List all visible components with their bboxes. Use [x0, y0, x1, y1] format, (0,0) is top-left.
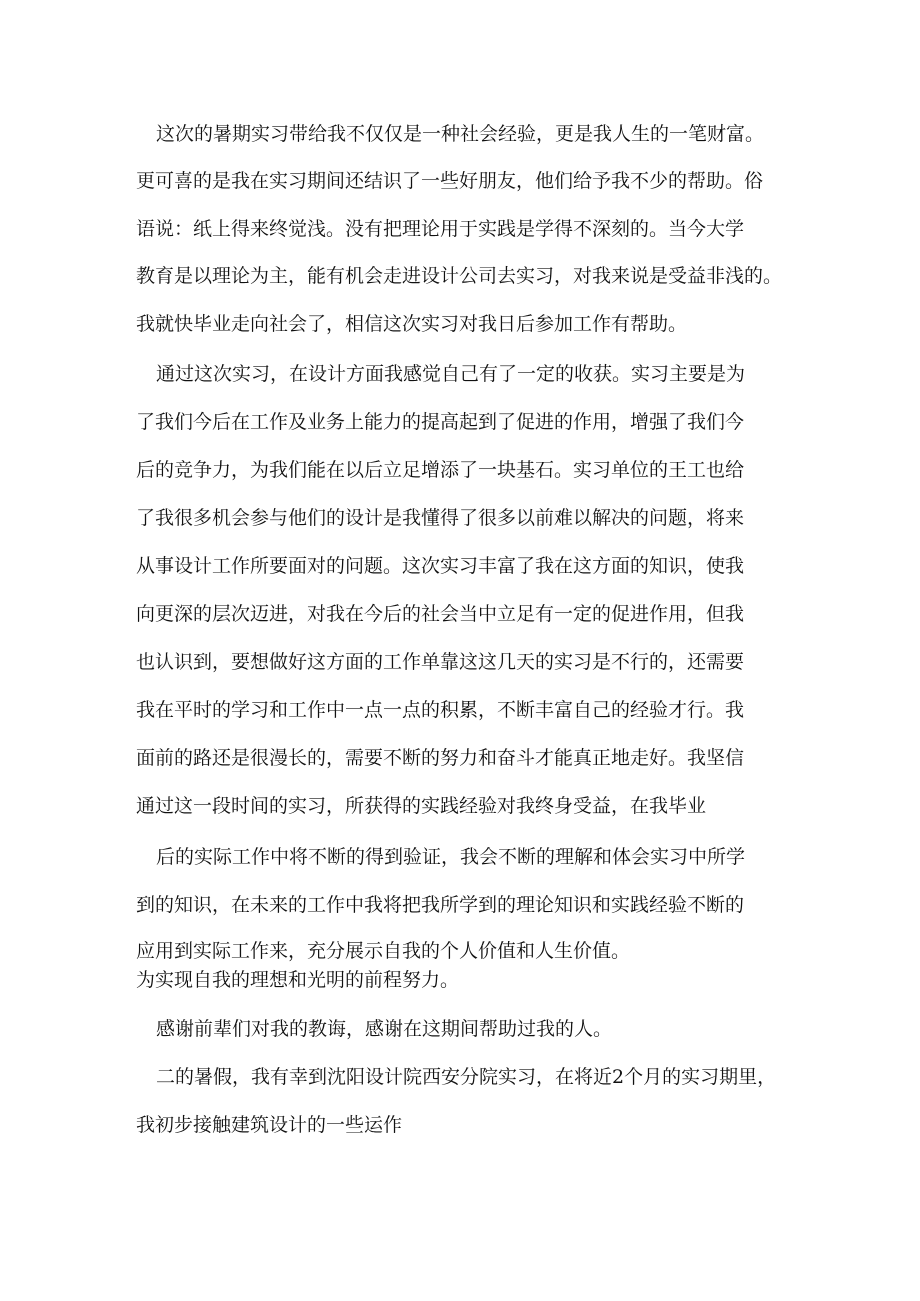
text-line: 通过这一段时间的实习，所获得的实践经验对我终身受益，在我毕业 — [136, 795, 707, 817]
text-line: 了我们今后在工作及业务上能力的提高起到了促进的作用，增强了我们今 — [136, 411, 745, 433]
text-line: 感谢前辈们对我的教诲，感谢在这期间帮助过我的人。 — [156, 1018, 613, 1040]
text-line: 了我很多机会参与他们的设计是我懂得了很多以前难以解决的问题，将来 — [136, 507, 745, 529]
text-line: 通过这次实习，在设计方面我感觉自己有了一定的收获。实习主要是为 — [156, 363, 746, 385]
text-line: 应用到实际工作来，充分展示自我的个人价值和人生价值。 — [136, 940, 631, 962]
text-line: 我在平时的学习和工作中一点一点的积累，不断丰富自己的经验才行。我 — [136, 699, 745, 721]
text-line: 后的竞争力，为我们能在以后立足增添了一块基石。实习单位的王工也给 — [136, 459, 745, 481]
text-line: 这次的暑期实习带给我不仅仅是一种社会经验，更是我人生的一笔财富。 — [156, 123, 765, 145]
text-line: 我就快毕业走向社会了，相信这次实习对我日后参加工作有帮助。 — [136, 313, 688, 335]
text-line: 教育是以理论为主，能有机会走进设计公司去实习，对我来说是受益非浅的。 — [136, 265, 783, 287]
text-line: 后的实际工作中将不断的得到验证，我会不断的理解和体会实习中所学 — [156, 846, 746, 868]
text-line: 为实现自我的理想和光明的前程努力。 — [136, 969, 460, 991]
text-line: 更可喜的是我在实习期间还结识了一些好朋友，他们给予我不少的帮助。俗 — [136, 170, 764, 192]
text-line: 面前的路还是很漫长的，需要不断的努力和奋斗才能真正地走好。我坚信 — [136, 747, 745, 769]
text-line: 语说：纸上得来终觉浅。没有把理论用于实践是学得不深刻的。当今大学 — [136, 218, 745, 240]
text-line: 向更深的层次迈进，对我在今后的社会当中立足有一定的促进作用，但我 — [136, 603, 745, 625]
text-line: 我初步接触建筑设计的一些运作 — [136, 1114, 403, 1136]
text-line: 二的暑假，我有幸到沈阳设计院西安分院实习，在将近2个月的实习期里， — [156, 1066, 777, 1088]
text-line: 也认识到，要想做好这方面的工作单靠这这几天的实习是不行的，还需要 — [136, 651, 745, 673]
text-line: 从事设计工作所要面对的问题。这次实习丰富了我在这方面的知识，使我 — [136, 555, 745, 577]
text-line: 到的知识，在未来的工作中我将把我所学到的理论知识和实践经验不断的 — [136, 894, 745, 916]
